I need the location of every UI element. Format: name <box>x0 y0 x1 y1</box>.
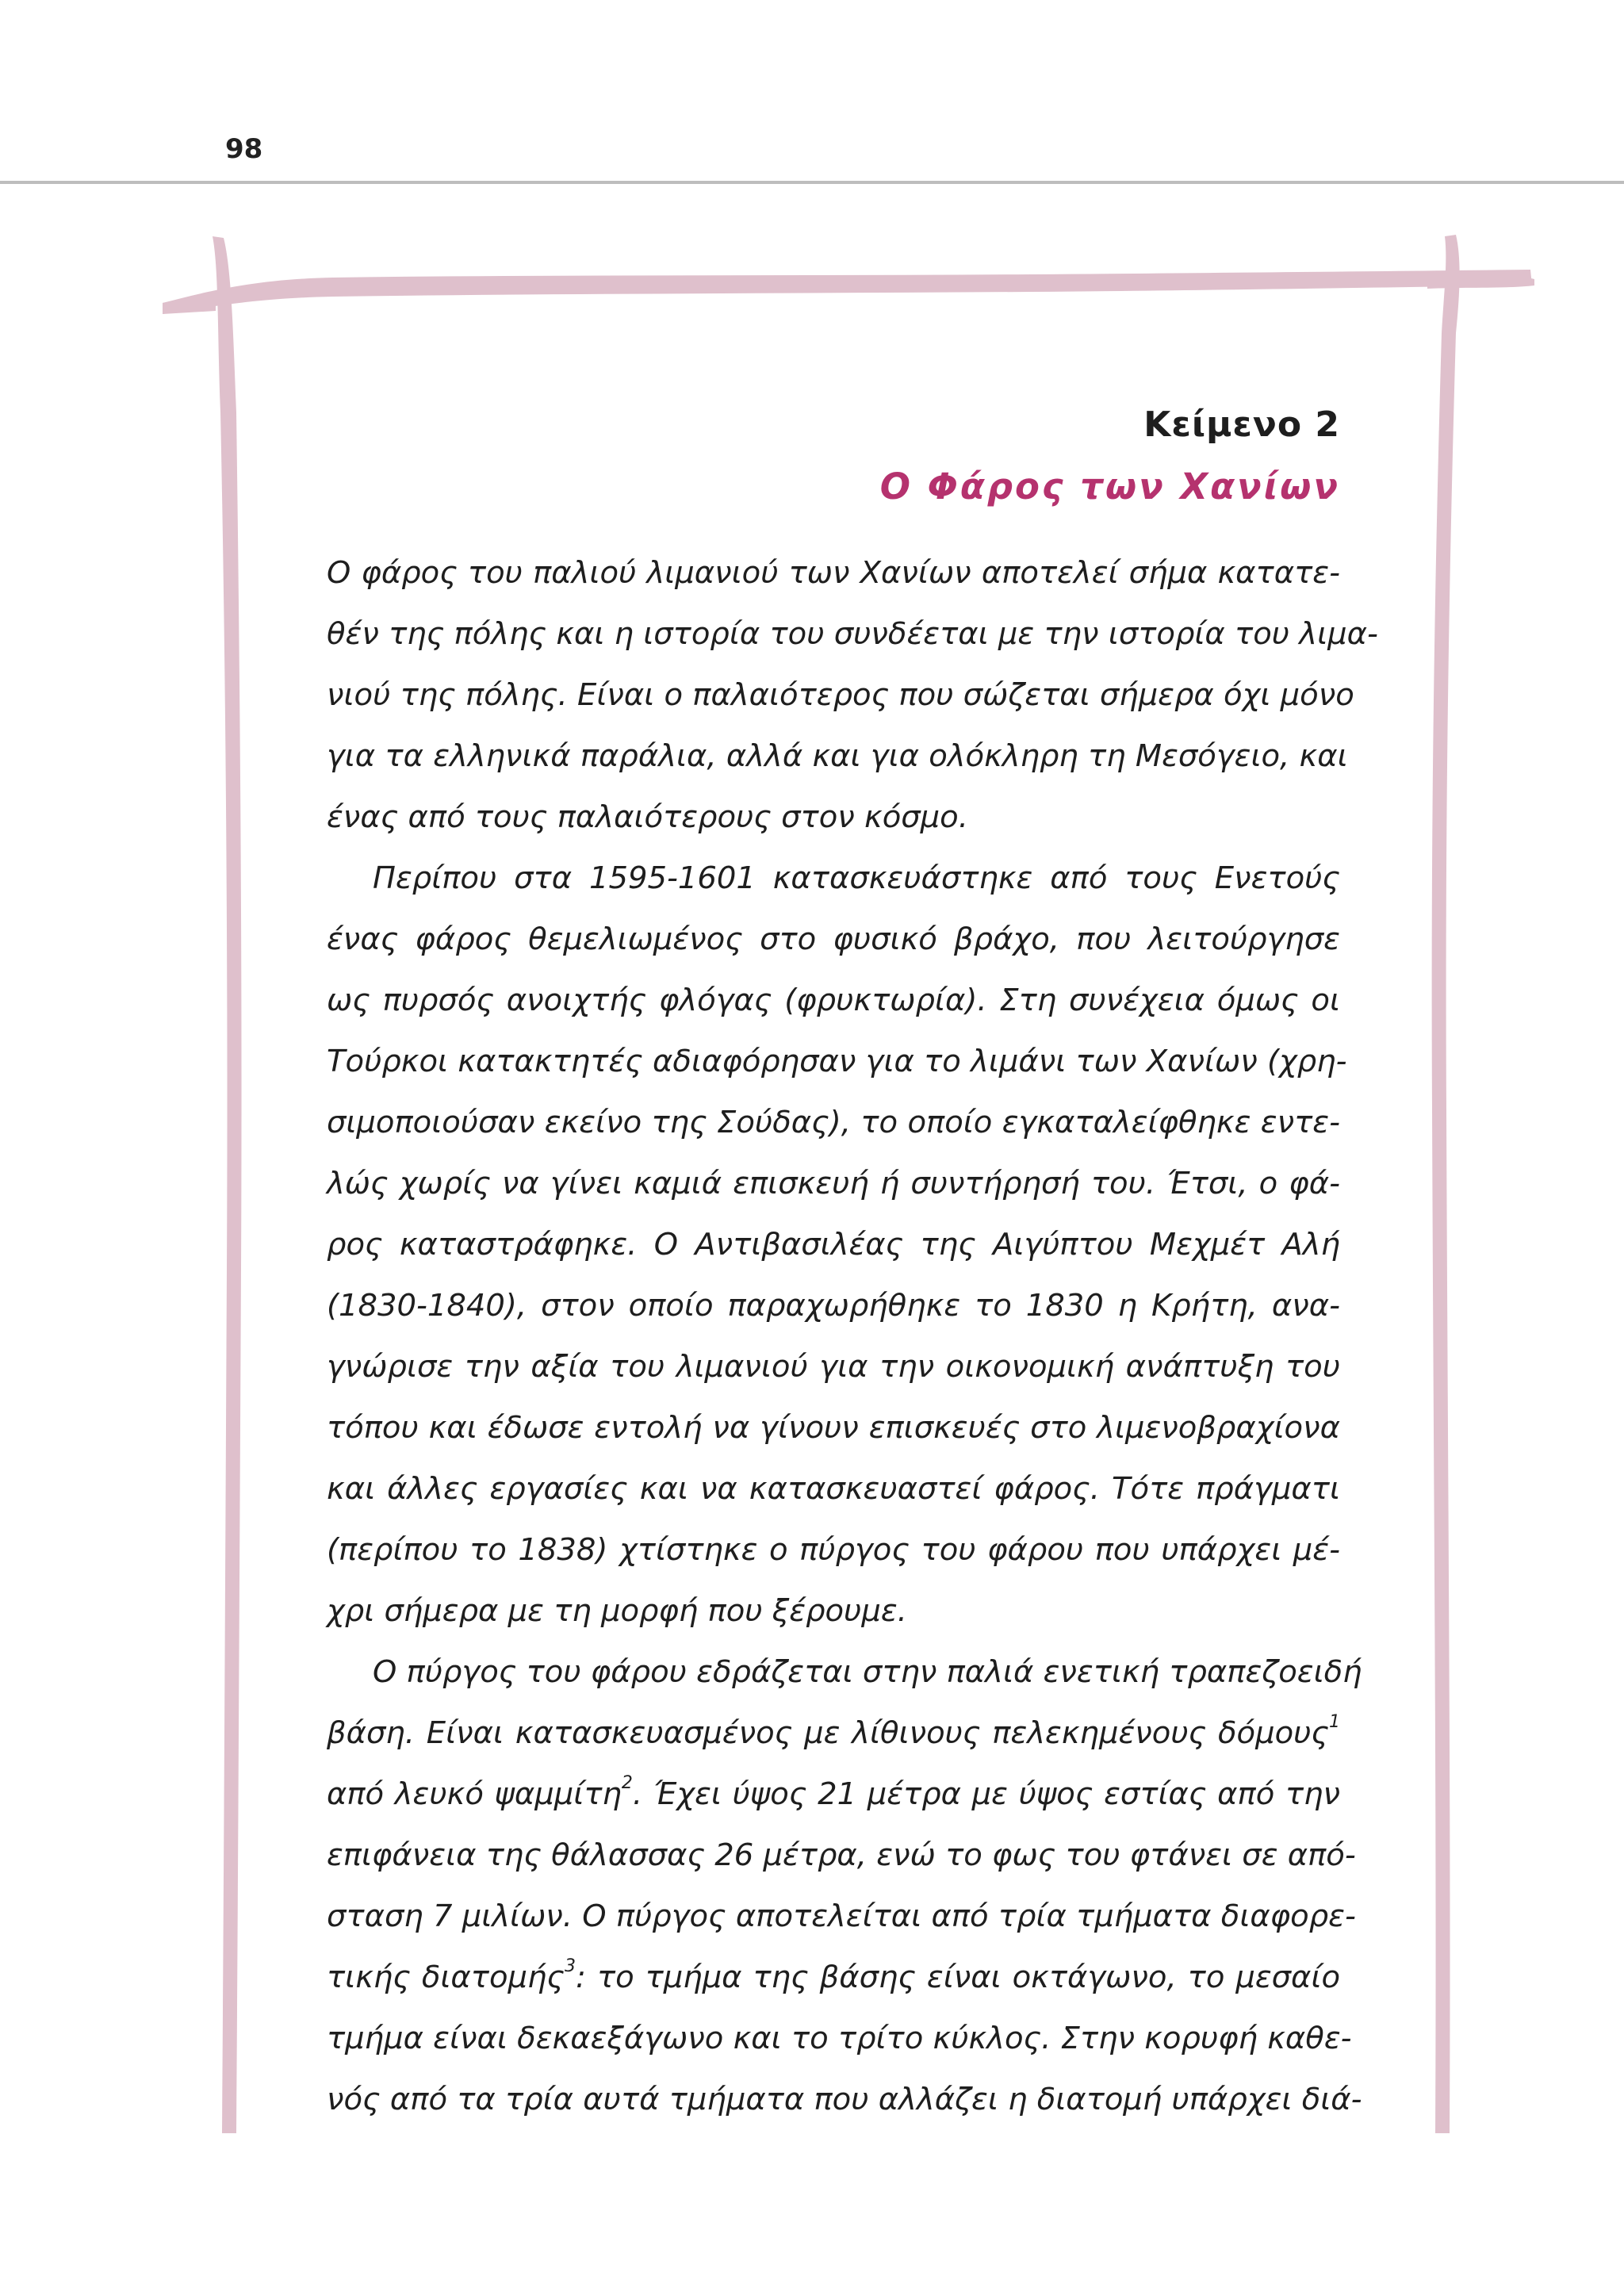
text-run: τικής διατομής <box>327 1960 565 1995</box>
text-run: ένας από τους παλαιότερους στον κόσμο. <box>327 799 968 835</box>
text-run: Ο φάρος του παλιού λιμανιού των Χανίων αποτελεί σήμα κατατε- <box>327 555 1340 591</box>
text-box <box>327 404 1378 2130</box>
frame-right-stroke <box>1432 235 1460 2133</box>
text-line <box>327 2008 1352 2069</box>
footnote-marker: 1 <box>1329 1712 1340 1732</box>
text-line <box>327 1703 1340 1764</box>
text-run: για τα ελληνικά παράλια, αλλά και για ολόκληρη τη Μεσόγειο, και <box>327 738 1348 774</box>
text-line <box>327 1764 1340 1825</box>
text-line <box>327 1580 1340 1642</box>
text-line <box>327 1153 1340 1214</box>
text-run: (1830-1840), στον οποίο παραχωρήθηκε το 1830 η Κρήτη, ανα- <box>327 1288 1340 1324</box>
text-line <box>327 542 1340 603</box>
page-number: 98 <box>225 133 263 165</box>
text-line <box>327 1886 1356 1947</box>
text-run: σιμοποιούσαν εκείνο της Σούδας), το οποίο εγκαταλείφθηκε εντε- <box>327 1105 1340 1140</box>
text-run: από λευκό ψαμμίτη <box>327 1776 622 1812</box>
text-run: . Έχει ύψος 21 μέτρα με ύψος εστίας από την <box>632 1776 1341 1812</box>
text-title: Ο Φάρος των Χανίων <box>879 466 1340 508</box>
text-label: Κείμενο 2 <box>1143 404 1340 445</box>
text-line <box>327 1092 1340 1153</box>
text-run: ως πυρσός ανοιχτής φλόγας (φρυκτωρία). Στη συνέχεια όμως οι <box>327 983 1340 1018</box>
text-run: ένας φάρος θεμελιωμένος στο φυσικό βράχο, που λειτούργησε <box>327 921 1340 957</box>
text-run: τόπου και έδωσε εντολή να γίνουν επισκευές στο λιμενοβραχίονα <box>327 1410 1340 1446</box>
text-line <box>327 1275 1340 1336</box>
paragraph <box>327 542 1378 848</box>
text-run: χρι σήμερα με τη μορφή που ξέρουμε. <box>327 1593 907 1629</box>
text-line <box>327 909 1340 970</box>
text-run: ρος καταστράφηκε. Ο Αντιβασιλέας της Αιγύπτου Μεχμέτ Αλή <box>327 1227 1340 1262</box>
text-line <box>327 603 1378 665</box>
text-line <box>327 970 1340 1031</box>
text-run: Τούρκοι κατακτητές αδιαφόρησαν για το λιμάνι των Χανίων (χρη- <box>327 1044 1347 1079</box>
text-line <box>327 1947 1340 2008</box>
footnote-marker: 2 <box>621 1773 633 1793</box>
text-run: νός από τα τρία αυτά τμήματα που αλλάζει η διατομή υπάρχει διά- <box>327 2082 1362 2117</box>
body-text <box>327 542 1378 2130</box>
text-line <box>327 1214 1340 1275</box>
text-run: βάση. Είναι κατασκευασμένος με λίθινους πελεκημένους δόμους <box>327 1715 1329 1751</box>
text-run: επιφάνεια της θάλασσας 26 μέτρα, ενώ το φως του φτάνει σε από- <box>327 1837 1356 1873</box>
text-run: σταση 7 μιλίων. Ο πύργος αποτελείται από τρία τμήματα διαφορε- <box>327 1898 1356 1934</box>
footnote-marker: 3 <box>565 1956 576 1976</box>
text-line <box>327 2069 1362 2130</box>
text-line <box>327 1642 1362 1703</box>
text-run: θέν της πόλης και η ιστορία του συνδέεται με την ιστορία του λιμα- <box>327 616 1378 652</box>
text-line <box>327 787 1340 848</box>
text-line <box>327 726 1348 787</box>
text-run: γνώρισε την αξία του λιμανιού για την οικονομική ανάπτυξη του <box>327 1349 1340 1385</box>
text-run: και άλλες εργασίες και να κατασκευαστεί φάρος. Τότε πράγματι <box>327 1471 1340 1507</box>
text-line <box>327 848 1340 909</box>
paragraph <box>327 848 1347 1642</box>
text-line <box>327 665 1354 726</box>
text-run: (περίπου το 1838) χτίστηκε ο πύργος του φάρου που υπάρχει μέ- <box>327 1532 1340 1568</box>
text-run: λώς χωρίς να γίνει καμιά επισκευή ή συντήρησή του. Έτσι, ο φά- <box>327 1166 1340 1201</box>
frame-top-stroke <box>163 270 1532 314</box>
text-run: τμήμα είναι δεκαεξάγωνο και το τρίτο κύκλος. Στην κορυφή καθε- <box>327 2021 1352 2056</box>
frame-left-stroke <box>213 236 242 2133</box>
text-line <box>327 1519 1340 1580</box>
text-line <box>327 1031 1347 1092</box>
text-run: Ο πύργος του φάρου εδράζεται στην παλιά ενετική τραπεζοειδή <box>373 1654 1362 1690</box>
text-line <box>327 1458 1340 1519</box>
text-run: Περίπου στα 1595-1601 κατασκευάστηκε από τους Ενετούς <box>373 860 1340 896</box>
text-line <box>327 1825 1356 1886</box>
paragraph <box>327 1642 1362 2130</box>
text-run: : το τμήμα της βάσης είναι οκτάγωνο, το μεσαίο <box>576 1960 1340 1995</box>
text-line <box>327 1397 1340 1458</box>
text-run: νιού της πόλης. Είναι ο παλαιότερος που σώζεται σήμερα όχι μόνο <box>327 677 1354 713</box>
text-line <box>327 1336 1340 1397</box>
